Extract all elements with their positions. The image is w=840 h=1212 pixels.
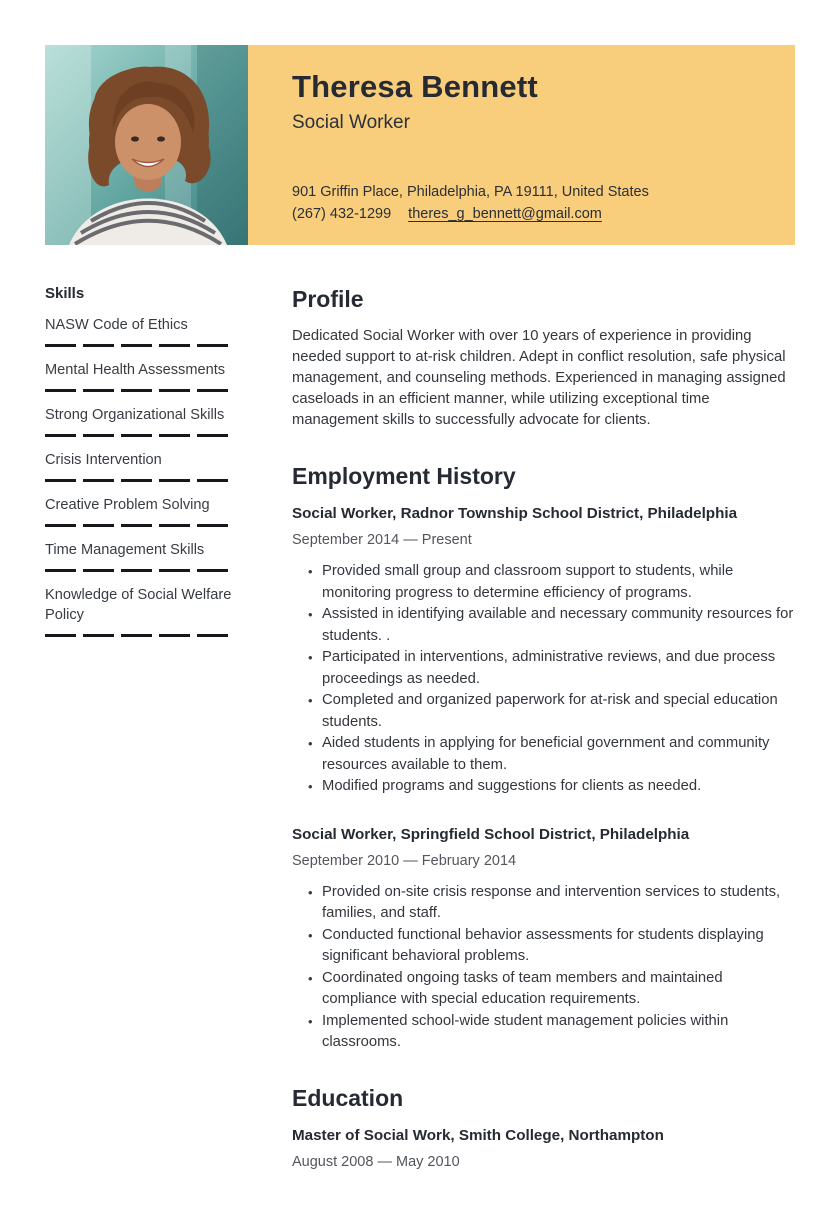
job-dates: September 2010 — February 2014 xyxy=(292,852,517,869)
person-job-title: Social Worker xyxy=(292,112,410,133)
skill-level-bar xyxy=(45,569,235,572)
skill-level-bar xyxy=(45,479,235,482)
phone-text: (267) 432-1299 xyxy=(292,206,392,222)
skill-item xyxy=(45,495,235,527)
skills-sidebar xyxy=(45,285,235,1172)
contact-block xyxy=(292,182,775,225)
profile-heading: Profile xyxy=(292,286,364,312)
address-text: 901 Griffin Place, Philadelphia, PA 19111, United States xyxy=(292,184,649,200)
job-title-line: Social Worker, Radnor Township School District, Philadelphia xyxy=(292,505,738,522)
skill-item xyxy=(45,405,235,437)
job-bullet: • Modified programs and suggestions for clients as needed. xyxy=(292,776,795,798)
profile-section xyxy=(292,285,795,431)
skill-label: Knowledge of Social Welfare Policy xyxy=(45,587,232,623)
degree-line: Master of Social Work, Smith College, Northampton xyxy=(292,1126,664,1144)
skill-level-bar xyxy=(45,344,235,347)
skill-item xyxy=(45,360,235,392)
profile-photo xyxy=(45,45,248,245)
skill-item xyxy=(45,540,235,572)
job-entry xyxy=(292,824,795,1054)
skill-label: Crisis Intervention xyxy=(45,452,162,468)
profile-text: Dedicated Social Worker with over 10 years of experience in providing needed support to at-risk children. Adept in conflict resolution, safe physical management, and counseling methods. Experienced in managing assigned caseloads in an efficient manner, while utilizing exceptional time management skills to successfully advocate for clients. xyxy=(292,328,786,428)
resume-header xyxy=(45,45,795,245)
contact-line xyxy=(292,204,775,225)
skill-label: Mental Health Assessments xyxy=(45,362,226,378)
skill-item xyxy=(45,585,235,637)
skill-label: NASW Code of Ethics xyxy=(45,317,188,333)
employment-heading: Employment History xyxy=(292,463,516,489)
job-bullet: • Participated in interventions, administrative reviews, and due process proceedings as needed. xyxy=(292,647,795,690)
header-banner xyxy=(248,45,795,245)
job-bullet: • Coordinated ongoing tasks of team members and maintained compliance with special education requirements. xyxy=(292,968,795,1011)
job-bullet: • Conducted functional behavior assessments for students displaying significant behavioral problems. xyxy=(292,925,795,968)
skill-level-bar xyxy=(45,389,235,392)
job-bullet: • Aided students in applying for beneficial government and community resources available to them. xyxy=(292,733,795,776)
skill-label: Time Management Skills xyxy=(45,542,205,558)
skill-item xyxy=(45,450,235,482)
person-name: Theresa Bennett xyxy=(292,69,538,104)
skill-label: Creative Problem Solving xyxy=(45,497,210,513)
email-link[interactable]: theres_g_bennett@gmail.com xyxy=(408,206,602,222)
employment-section xyxy=(292,462,795,1054)
education-dates: August 2008 — May 2010 xyxy=(292,1153,460,1170)
skill-level-bar xyxy=(45,634,235,637)
job-bullet: • Provided on-site crisis response and intervention services to students, families, and staff. xyxy=(292,882,795,925)
content-columns xyxy=(45,285,795,1172)
skills-heading: Skills xyxy=(45,285,85,302)
education-section xyxy=(292,1084,795,1172)
skill-level-bar xyxy=(45,434,235,437)
skill-item xyxy=(45,315,235,347)
job-title-line: Social Worker, Springfield School District, Philadelphia xyxy=(292,825,690,843)
skill-label: Strong Organizational Skills xyxy=(45,407,225,423)
job-dates: September 2014 — Present xyxy=(292,532,472,548)
job-bullet-list xyxy=(292,561,795,798)
job-bullet-list xyxy=(292,882,795,1054)
profile-photo-image xyxy=(45,45,248,245)
main-content xyxy=(292,285,795,1172)
job-bullet: • Implemented school-wide student management policies within classrooms. xyxy=(292,1011,795,1054)
education-heading: Education xyxy=(292,1084,404,1111)
job-bullet: • Completed and organized paperwork for at-risk and special education students. xyxy=(292,690,795,733)
job-bullet: • Assisted in identifying available and necessary community resources for students. . xyxy=(292,604,795,647)
job-bullet: • Provided small group and classroom support to students, while monitoring progress to determine efficiency of programs. xyxy=(292,561,795,604)
job-entry xyxy=(292,503,795,798)
skill-level-bar xyxy=(45,524,235,527)
